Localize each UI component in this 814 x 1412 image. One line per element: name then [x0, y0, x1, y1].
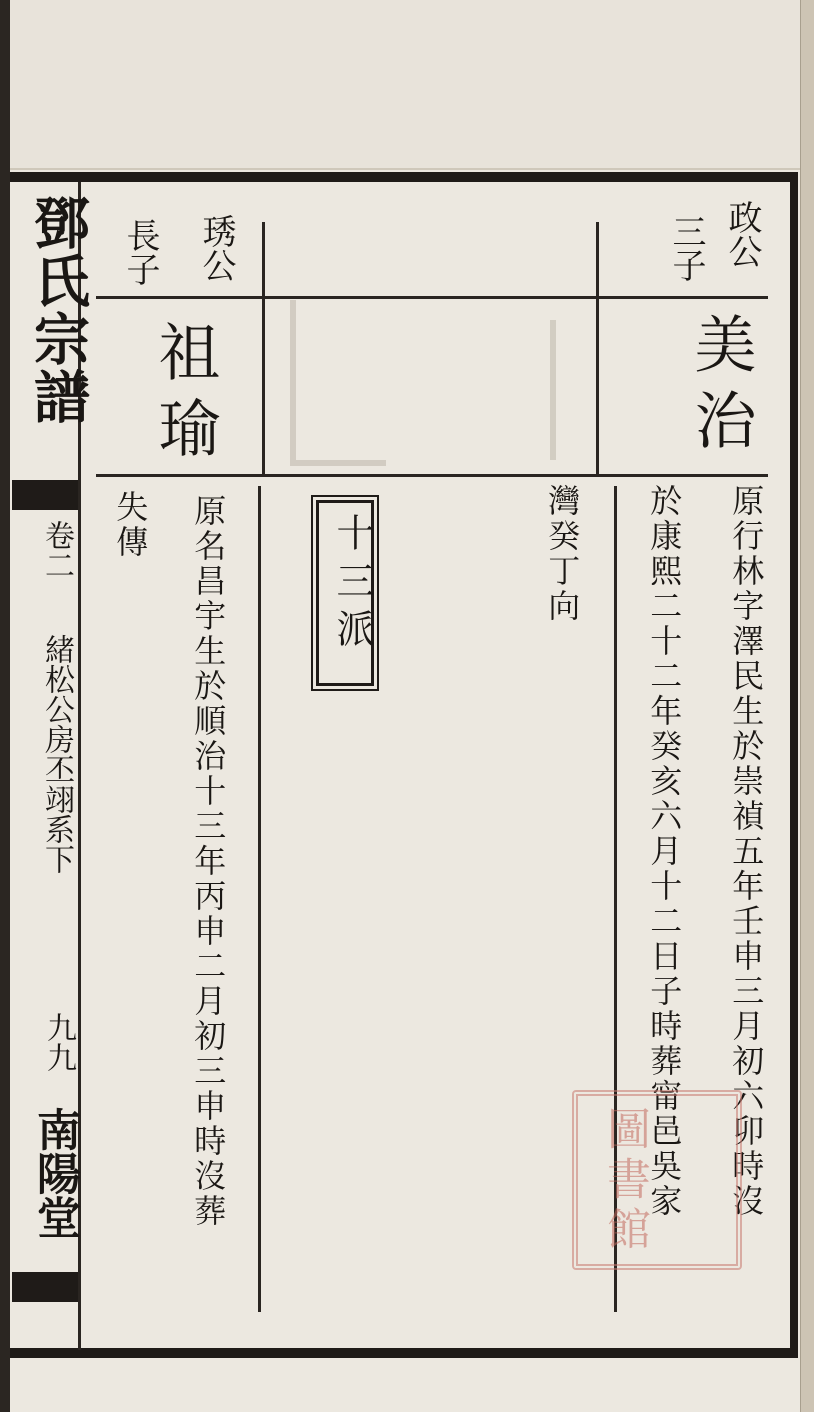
- page-edge: [800, 0, 814, 1412]
- entry2-relation: 長子: [120, 218, 160, 286]
- entry1-name: 美治: [684, 312, 757, 464]
- grid-divider-right-upper: [596, 222, 599, 474]
- volume-label: 卷二: [39, 520, 74, 580]
- grid-rule-middle: [96, 474, 768, 477]
- bleed-through-shadow-2: [470, 320, 556, 460]
- page-number: 九九: [41, 1012, 76, 1072]
- seal-text: 圖書館: [599, 1106, 650, 1256]
- entry2-parent: 琇公: [196, 214, 236, 282]
- entry2-bio-line-2: 失傳: [111, 490, 150, 560]
- generation-label-box: [316, 500, 374, 686]
- top-margin: [8, 0, 803, 170]
- fishtail-mark-bottom: [12, 1272, 78, 1302]
- banxin-strip: [12, 182, 91, 1350]
- library-seal-stamp: [572, 1090, 742, 1270]
- bleed-through-shadow: [290, 300, 386, 466]
- generation-label: 十三派: [330, 513, 374, 657]
- grid-divider-left-upper: [262, 222, 265, 474]
- branch-label: 緒松公房丕翊系下: [39, 634, 74, 874]
- entry1-bio-line-3: 灣癸丁向: [543, 484, 582, 624]
- entry1-parent: 政公: [722, 200, 762, 268]
- book-spine-edge: [0, 0, 10, 1412]
- book-title: 鄧氏宗譜: [25, 194, 91, 426]
- hall-name: 南陽堂: [29, 1107, 80, 1239]
- entry2-bio-line-1: 原名昌宇生於順治十三年丙申二月初三申時沒葬: [189, 494, 228, 1229]
- grid-divider-left-lower: [258, 486, 261, 1312]
- entry1-relation: 三子: [666, 214, 706, 282]
- entry1-bio-line-2: 於康熙二十二年癸亥六月十二日子時葬甯邑吳家: [645, 484, 684, 1219]
- entry1-bio-line-1: 原行林字澤民生於崇禎五年壬申三月初六卯時沒: [727, 484, 766, 1219]
- entry2-name: 祖瑜: [148, 320, 221, 472]
- fishtail-mark-top: [12, 480, 78, 510]
- grid-rule-top: [96, 296, 768, 299]
